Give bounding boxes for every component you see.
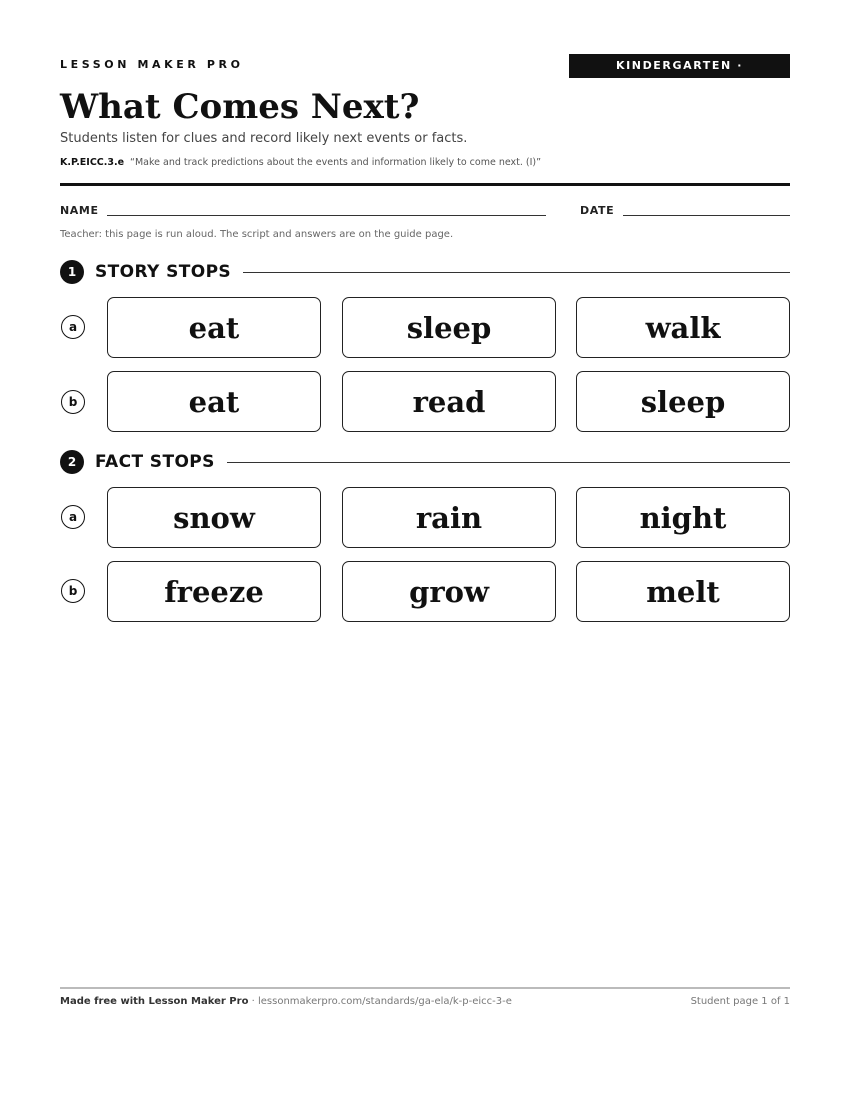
choice-card[interactable]: grow bbox=[342, 561, 556, 622]
section-divider bbox=[227, 462, 790, 463]
standard-code: K.P.EICC.3.e bbox=[60, 157, 125, 168]
page-title: What Comes Next? bbox=[60, 87, 420, 127]
date-field[interactable] bbox=[623, 215, 790, 216]
choice-card[interactable]: walk bbox=[576, 297, 790, 358]
choice-card[interactable]: read bbox=[342, 371, 556, 432]
choice-card[interactable]: freeze bbox=[107, 561, 321, 622]
standard-text: “Make and track predictions about the events and information likely to come next. (I)” bbox=[130, 157, 542, 168]
footer-separator: · bbox=[248, 996, 258, 1007]
section-title: FACT STOPS bbox=[95, 452, 215, 472]
footer-page-info: Student page 1 of 1 bbox=[690, 996, 790, 1007]
section-number-badge: 2 bbox=[60, 450, 84, 474]
choice-card[interactable]: night bbox=[576, 487, 790, 548]
name-label: NAME bbox=[60, 204, 99, 217]
name-field[interactable] bbox=[107, 215, 546, 216]
grade-standard-badge: KINDERGARTEN · K.P.EICC.3.e bbox=[569, 54, 790, 78]
footer-divider bbox=[60, 987, 790, 989]
choice-card[interactable]: sleep bbox=[576, 371, 790, 432]
brand-name: LESSON MAKER PRO bbox=[60, 58, 244, 71]
footer-made-with: Made free with Lesson Maker Pro bbox=[60, 996, 249, 1007]
section-story-stops bbox=[60, 259, 790, 285]
footer-url[interactable]: lessonmakerpro.com/standards/ga-ela/k-p-eicc-3-e bbox=[257, 996, 512, 1007]
row-label-a: a bbox=[61, 315, 85, 339]
standard-line bbox=[60, 156, 541, 170]
choice-card[interactable]: snow bbox=[107, 487, 321, 548]
choice-card[interactable]: rain bbox=[342, 487, 556, 548]
header-divider bbox=[60, 183, 790, 186]
choice-card[interactable]: eat bbox=[107, 297, 321, 358]
row-label-a: a bbox=[61, 505, 85, 529]
section-number-badge: 1 bbox=[60, 260, 84, 284]
section-title: STORY STOPS bbox=[95, 262, 232, 282]
teacher-note: Teacher: this page is run aloud. The script and answers are on the guide page. bbox=[60, 229, 454, 240]
row-label-b: b bbox=[61, 390, 85, 414]
footer-credit bbox=[60, 995, 512, 1009]
date-label: DATE bbox=[580, 204, 615, 217]
choice-card[interactable]: melt bbox=[576, 561, 790, 622]
section-fact-stops bbox=[60, 449, 790, 475]
choice-card[interactable]: sleep bbox=[342, 297, 556, 358]
row-label-b: b bbox=[61, 579, 85, 603]
choice-card[interactable]: eat bbox=[107, 371, 321, 432]
section-divider bbox=[243, 272, 790, 273]
page-subtitle: Students listen for clues and record likely next events or facts. bbox=[60, 131, 468, 146]
